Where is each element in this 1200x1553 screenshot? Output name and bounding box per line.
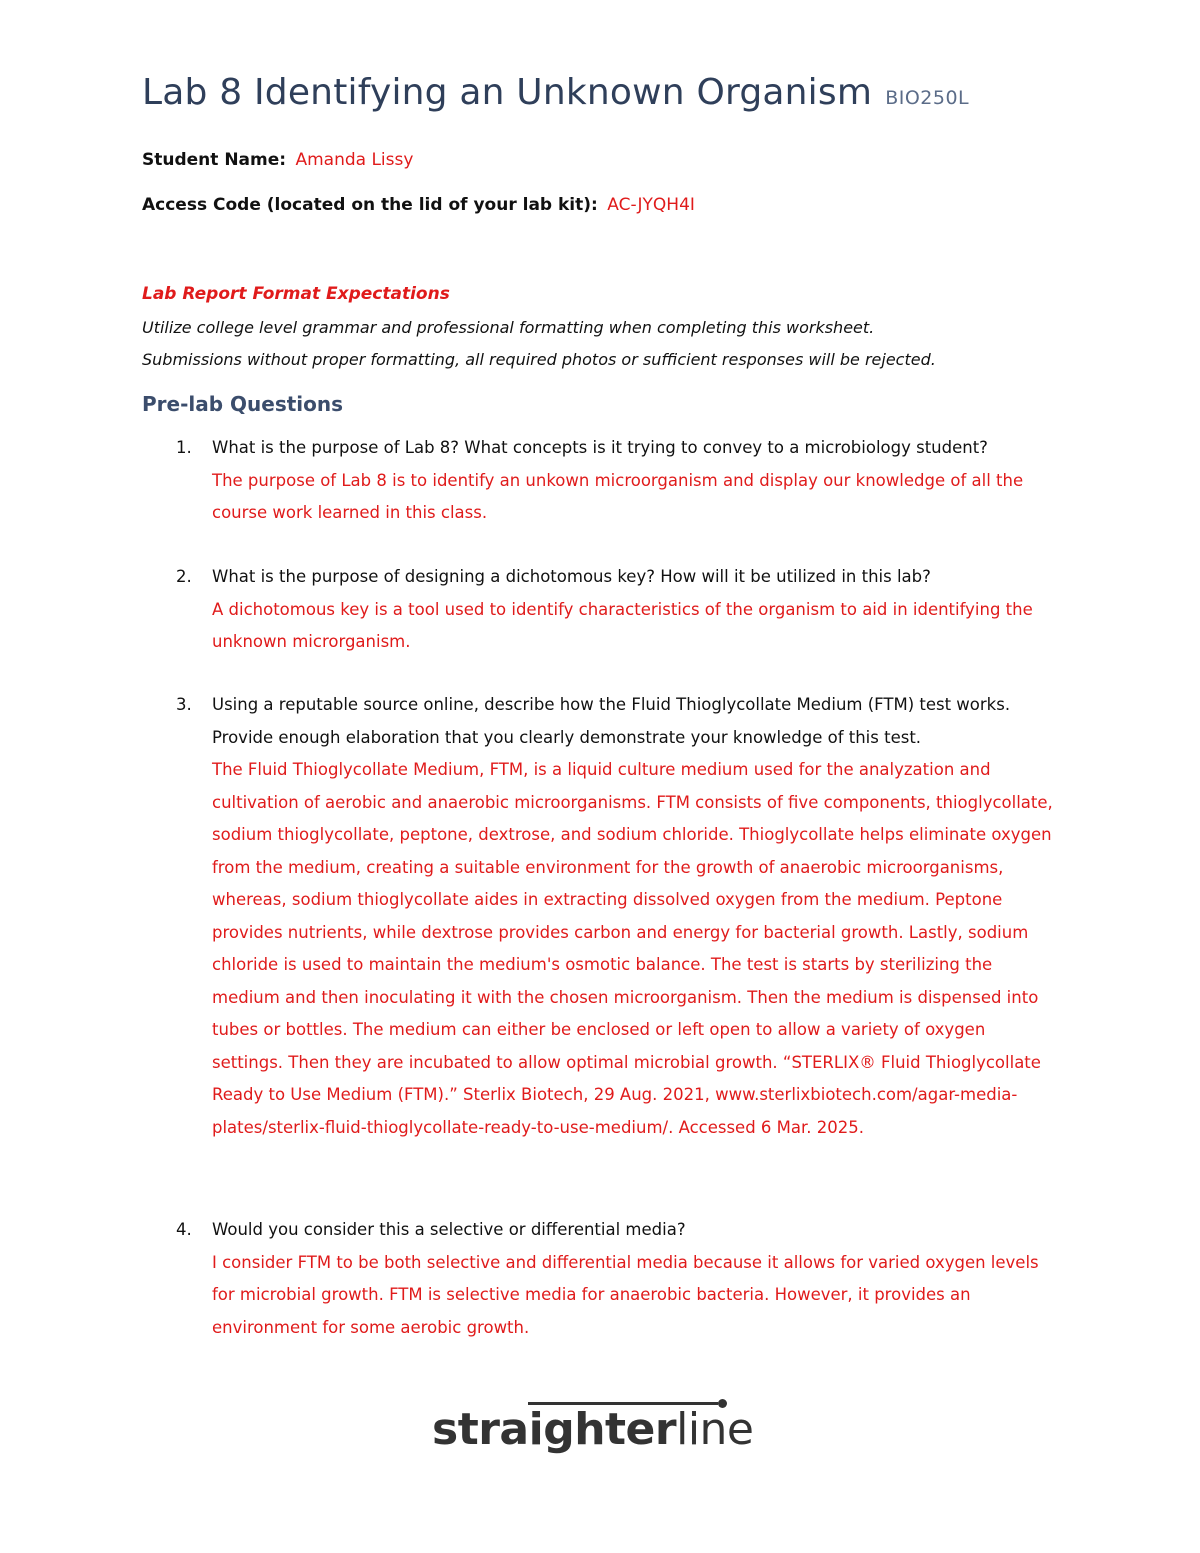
question-item	[176, 561, 1056, 659]
access-code-value: AC-JYQH4I	[607, 195, 695, 215]
question-body	[212, 432, 1056, 530]
question-text: Using a reputable source online, describe how the Fluid Thioglycollate Medium (FTM) test works. Provide enough elaboration that you clearly demonstrate your knowledge of this test.	[212, 695, 1011, 747]
access-code-line	[142, 195, 695, 215]
question-answer: The purpose of Lab 8 is to identify an unkown microorganism and display our knowledge of all the course work learned in this class.	[212, 470, 1024, 522]
question-number: 2.	[176, 567, 192, 586]
title-row	[142, 72, 969, 113]
format-line-2: Submissions without proper formatting, all required photos or sufficient responses will be rejected.	[142, 350, 936, 369]
logo-text-light: line	[676, 1404, 754, 1455]
question-item	[176, 1214, 1056, 1344]
student-name-line	[142, 150, 413, 170]
document-title: Lab 8 Identifying an Unknown Organism	[142, 72, 873, 113]
question-number: 3.	[176, 695, 192, 714]
question-number: 1.	[176, 438, 192, 457]
student-name-value: Amanda Lissy	[295, 150, 414, 170]
question-number: 4.	[176, 1220, 192, 1239]
logo-wordmark	[432, 1404, 754, 1455]
question-item	[176, 689, 1056, 1144]
question-answer: I consider FTM to be both selective and differential media because it allows for varied oxygen levels for microbial growth. FTM is selective media for anaerobic bacteria. However, it provides an environment for some aerobic growth.	[212, 1252, 1039, 1337]
logo-text-bold: straighter	[432, 1404, 677, 1455]
question-body	[212, 689, 1056, 1144]
student-name-label: Student Name:	[142, 150, 287, 170]
prelab-questions-heading: Pre-lab Questions	[142, 392, 344, 416]
question-text: Would you consider this a selective or differential media?	[212, 1220, 686, 1239]
question-body	[212, 1214, 1056, 1344]
format-line-1: Utilize college level grammar and professional formatting when completing this worksheet.	[142, 318, 875, 337]
question-answer: A dichotomous key is a tool used to identify characteristics of the organism to aid in identifying the unknown microrganism.	[212, 599, 1033, 651]
question-item	[176, 432, 1056, 530]
question-answer: The Fluid Thioglycollate Medium, FTM, is a liquid culture medium used for the analyzation and cultivation of aerobic and anaerobic microorganisms. FTM consists of five components, thioglycollate, sodium thioglycollate, peptone, dextrose, and sodium chloride. Thioglycollate helps eliminate oxygen from the medium, creating a suitable environment for the growth of anaerobic microorganisms, whereas, sodium thioglycollate aides in extracting dissolved oxygen from the medium. Peptone provides nutrients, while dextrose provides carbon and energy for bacterial growth. Lastly, sodium chloride is used to maintain the medium's osmotic balance. The test is starts by sterilizing the medium and then inoculating it with the chosen microorganism. Then the medium is dispensed into tubes or bottles. The medium can either be enclosed or left open to allow a variety of oxygen settings. Then they are incubated to allow optimal microbial growth. “STERLIX® Fluid Thioglycollate Ready to Use Medium (FTM).” Sterlix Biotech, 29 Aug. 2021, www.sterlixbiotech.com/agar-media-plates/sterlix-fluid-thioglycollate-ready-to-use-medium/. Accessed 6 Mar. 2025.	[212, 760, 1053, 1137]
access-code-label: Access Code (located on the lid of your lab kit):	[142, 195, 598, 215]
course-code: BIO250L	[885, 87, 970, 109]
straighterline-logo	[432, 1400, 772, 1470]
question-text: What is the purpose of Lab 8? What concepts is it trying to convey to a microbiology student?	[212, 438, 988, 457]
question-text: What is the purpose of designing a dichotomous key? How will it be utilized in this lab?	[212, 567, 931, 586]
question-body	[212, 561, 1056, 659]
format-expectations-heading: Lab Report Format Expectations	[142, 284, 450, 304]
